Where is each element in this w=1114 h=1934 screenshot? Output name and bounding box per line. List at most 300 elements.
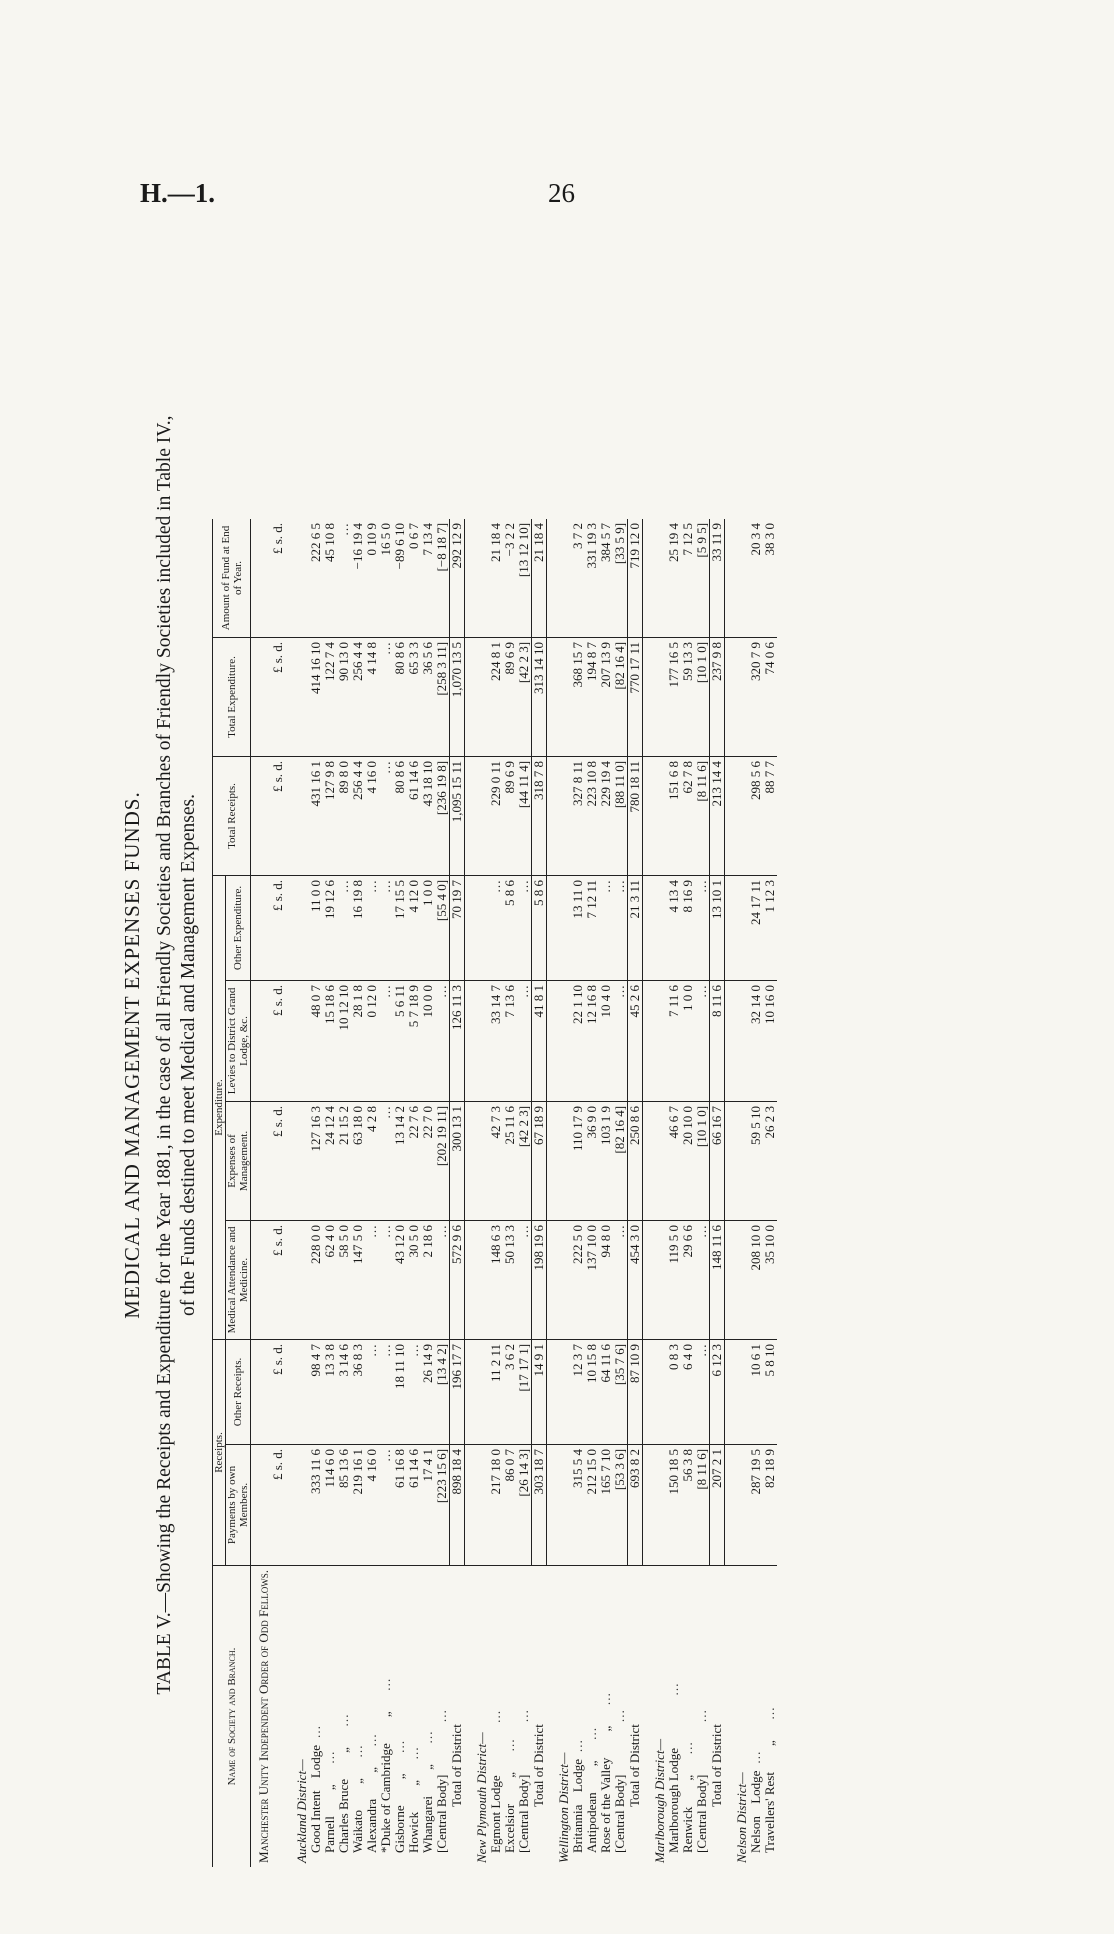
amount-cell: 82 18 9 — [763, 1444, 777, 1565]
leader-dots: … — [666, 1680, 681, 1696]
total-cell: 67 18 9 — [532, 1101, 547, 1220]
branch-kind: „ — [406, 1779, 421, 1786]
lsd-unit-label: £ s. d. — [271, 756, 285, 875]
total-cell: 572 9 6 — [450, 1220, 465, 1339]
amount-cell: … — [379, 1101, 393, 1220]
amount-cell: 26 14 9 — [421, 1339, 435, 1444]
total-cell: 1,070 13 5 — [450, 637, 465, 756]
table-row — [365, 519, 379, 1867]
branch-name: Charles Bruce — [336, 1778, 351, 1853]
branch-name: [Central Body] — [694, 1774, 710, 1853]
total-label: Total of District — [531, 1724, 546, 1807]
amount-cell: 59 13 3 — [681, 637, 695, 756]
amount-cell: 7 12 11 — [585, 875, 599, 980]
management-header: Expenses of Management. — [226, 1101, 251, 1220]
amount-cell: 7 11 6 — [667, 980, 681, 1101]
leader-dots: … — [612, 1707, 628, 1723]
amount-cell: 38 3 0 — [763, 519, 777, 638]
leader-dots: … — [598, 1690, 613, 1706]
total-cell: 780 18 11 — [628, 756, 643, 875]
branch-name: [Central Body] — [516, 1774, 532, 1853]
amount-cell: [−8 18 7] — [435, 519, 450, 638]
amount-cell: 36 8 3 — [351, 1339, 365, 1444]
amount-cell: 3 7 2 — [571, 519, 585, 638]
amount-cell: 65 3 3 — [407, 637, 421, 756]
branch-kind: „ — [762, 1740, 777, 1746]
leader-dots: … — [336, 1711, 351, 1727]
amount-cell: … — [379, 756, 393, 875]
amount-cell: 127 9 8 — [323, 756, 337, 875]
leader-dots: … — [364, 1731, 379, 1747]
amount-cell: 16 5 0 — [379, 519, 393, 638]
amount-cell: 62 4 0 — [323, 1220, 337, 1339]
amount-cell: 45 10 8 — [323, 519, 337, 638]
amount-cell: 5 8 6 — [503, 875, 517, 980]
table-row — [571, 519, 585, 1867]
amount-cell: 22 7 6 — [407, 1101, 421, 1220]
amount-cell: 90 13 0 — [337, 637, 351, 756]
table-main-title: MEDICAL AND MANAGEMENT EXPENSES FUNDS. — [120, 791, 144, 1319]
leader-dots: … — [350, 1743, 365, 1758]
amount-cell: 165 7 10 — [599, 1444, 613, 1565]
branch-kind: „ — [584, 1760, 599, 1767]
branch-name: Egmont Lodge — [488, 1775, 503, 1853]
leader-dots: … — [502, 1736, 517, 1752]
total-receipts-header: Total Receipts. — [213, 756, 251, 875]
table-row — [695, 519, 710, 1867]
amount-cell: 10 4 0 — [599, 980, 613, 1101]
branch-name: Whangarei — [420, 1795, 435, 1853]
amount-cell: … — [517, 1220, 532, 1339]
amount-cell: [10 1 0] — [695, 1101, 710, 1220]
amount-cell: [35 7 6] — [613, 1339, 628, 1444]
amount-cell: 228 0 0 — [309, 1220, 323, 1339]
amount-cell: 5 6 11 — [393, 980, 407, 1101]
amount-cell: −3 2 2 — [503, 519, 517, 638]
amount-cell: 22 7 0 — [421, 1101, 435, 1220]
branch-name: Waikato — [350, 1810, 365, 1853]
amount-cell: 177 16 5 — [667, 637, 681, 756]
funds-table — [212, 519, 777, 1867]
leader-dots: … — [570, 1737, 585, 1753]
total-cell: 70 19 7 — [450, 875, 465, 980]
lsd-unit-label: £ s. d. — [271, 1339, 285, 1444]
amount-cell: 11 2 11 — [489, 1339, 503, 1444]
amount-cell: 103 1 9 — [599, 1101, 613, 1220]
branch-kind: Lodge — [570, 1759, 585, 1793]
medical-header: Medical Attendance and Medicine. — [226, 1220, 251, 1339]
amount-cell: 89 6 9 — [503, 756, 517, 875]
amount-cell: 414 16 10 — [309, 637, 323, 756]
branch-kind: „ — [420, 1764, 435, 1770]
amount-cell: 147 5 0 — [351, 1220, 365, 1339]
amount-cell: 89 8 0 — [337, 756, 351, 875]
branch-kind: „ — [336, 1747, 351, 1753]
amount-cell: 20 10 0 — [681, 1101, 695, 1220]
amount-cell: 114 6 0 — [323, 1444, 337, 1565]
amount-cell: 208 10 0 — [749, 1220, 763, 1339]
total-cell: 45 2 6 — [628, 980, 643, 1101]
amount-cell: 24 17 11 — [749, 875, 763, 980]
branch-kind: „ — [322, 1784, 337, 1791]
total-cell: 454 3 0 — [628, 1220, 643, 1339]
amount-cell: 26 2 3 — [763, 1101, 777, 1220]
leader-dots: … — [516, 1707, 532, 1723]
leader-dots: … — [694, 1707, 710, 1723]
amount-cell: … — [379, 1220, 393, 1339]
amount-cell: 25 11 6 — [503, 1101, 517, 1220]
table-row — [337, 519, 351, 1867]
amount-cell: 0 6 7 — [407, 519, 421, 638]
table-title-line-1: TABLE V.—Showing the Receipts and Expenditure for the Year 1881, in the case of all Friendly Societies and Branches of Friendly Societies included in Table IV., — [154, 415, 175, 1695]
amount-cell: … — [379, 637, 393, 756]
amount-cell: 56 3 8 — [681, 1444, 695, 1565]
total-cell: 41 8 1 — [532, 980, 547, 1101]
total-cell: 237 9 8 — [710, 637, 725, 756]
amount-cell: 4 16 0 — [365, 1444, 379, 1565]
amount-cell: [13 4 2] — [435, 1339, 450, 1444]
table-row — [613, 519, 628, 1867]
leader-dots: … — [680, 1739, 695, 1755]
branch-kind: „ — [392, 1773, 407, 1780]
amount-cell: 2 18 6 — [421, 1220, 435, 1339]
total-cell: 196 17 7 — [450, 1339, 465, 1444]
amount-cell: 287 19 5 — [749, 1444, 763, 1565]
branch-name: Marlborough Lodge — [666, 1747, 681, 1853]
district-total-row — [710, 519, 725, 1867]
amount-cell: 331 19 3 — [585, 519, 599, 638]
amount-cell: 256 4 4 — [351, 637, 365, 756]
lsd-unit-label: £ s. d. — [271, 637, 285, 756]
leader-dots: … — [748, 1749, 763, 1765]
amount-cell: 4 2 8 — [365, 1101, 379, 1220]
column-name-header: Name of Society and Branch. — [213, 1565, 251, 1867]
total-label: Total of District — [709, 1724, 724, 1807]
amount-cell: 0 10 9 — [365, 519, 379, 638]
branch-name: Excelsior — [502, 1803, 517, 1853]
total-cell: 250 8 6 — [628, 1101, 643, 1220]
amount-cell: … — [379, 1444, 393, 1565]
table-row — [599, 519, 613, 1867]
total-cell: 66 16 7 — [710, 1101, 725, 1220]
branch-kind: „ — [364, 1766, 379, 1773]
amount-cell: … — [695, 1220, 710, 1339]
amount-cell: 80 8 6 — [393, 637, 407, 756]
amount-cell: 5 7 18 9 — [407, 980, 421, 1101]
amount-cell: 224 8 1 — [489, 637, 503, 756]
amount-cell: 7 13 4 — [421, 519, 435, 638]
total-cell: 300 13 1 — [450, 1101, 465, 1220]
amount-cell: … — [337, 519, 351, 638]
amount-cell: … — [365, 875, 379, 980]
amount-cell: 4 14 8 — [365, 637, 379, 756]
amount-cell: 32 14 0 — [749, 980, 763, 1101]
total-cell: 87 10 9 — [628, 1339, 643, 1444]
amount-cell: 58 5 0 — [337, 1220, 351, 1339]
amount-cell: 207 13 9 — [599, 637, 613, 756]
amount-cell: [26 14 3] — [517, 1444, 532, 1565]
branch-name: Gisborne — [392, 1805, 407, 1853]
table-row — [681, 519, 695, 1867]
amount-cell: 13 14 2 — [393, 1101, 407, 1220]
amount-cell: … — [599, 875, 613, 980]
amount-cell: 222 6 5 — [309, 519, 323, 638]
leader-dots: … — [378, 1676, 393, 1692]
branch-name: Renwick — [680, 1806, 695, 1853]
total-cell: 8 11 6 — [710, 980, 725, 1101]
amount-cell: 4 13 4 — [667, 875, 681, 980]
branch-name: [Central Body] — [434, 1774, 450, 1853]
branch-kind: „ — [350, 1778, 365, 1784]
table-row — [489, 519, 503, 1867]
amount-cell: 20 3 4 — [749, 519, 763, 638]
total-cell: 292 12 9 — [450, 519, 465, 638]
total-cell: 303 18 7 — [532, 1444, 547, 1565]
total-cell: 770 17 11 — [628, 637, 643, 756]
total-cell: 13 10 1 — [710, 875, 725, 980]
total-cell: 148 11 6 — [710, 1220, 725, 1339]
total-cell: 898 18 4 — [450, 1444, 465, 1565]
leader-dots: … — [762, 1705, 777, 1721]
total-cell: 313 14 10 — [532, 637, 547, 756]
lsd-unit-label: £ s. d. — [271, 1444, 285, 1565]
table-row — [585, 519, 599, 1867]
amount-cell: … — [695, 875, 710, 980]
branch-kind: „ — [680, 1774, 695, 1781]
branch-name: Travellers' Rest — [762, 1772, 777, 1853]
branch-name: Britannia — [570, 1804, 585, 1853]
amount-cell: 61 16 8 — [393, 1444, 407, 1565]
amount-cell: [258 3 11] — [435, 637, 450, 756]
amount-cell: 229 0 11 — [489, 756, 503, 875]
amount-cell: 80 8 6 — [393, 756, 407, 875]
amount-cell: 89 6 9 — [503, 637, 517, 756]
branch-kind: Lodge — [308, 1744, 323, 1779]
amount-cell: 85 13 6 — [337, 1444, 351, 1565]
amount-cell: … — [489, 875, 503, 980]
amount-cell: [202 19 11] — [435, 1101, 450, 1220]
branch-name: Alexandra — [364, 1798, 379, 1853]
amount-cell: [82 16 4] — [613, 1101, 628, 1220]
amount-cell: 13 3 8 — [323, 1339, 337, 1444]
amount-cell: 148 6 3 — [489, 1220, 503, 1339]
branch-name: Rose of the Valley — [598, 1757, 613, 1853]
branch-kind: „ — [378, 1711, 393, 1718]
amount-cell: 33 14 7 — [489, 980, 503, 1101]
rotated-table-page — [120, 205, 1114, 1905]
amount-cell: … — [613, 875, 628, 980]
branch-kind: „ — [502, 1772, 517, 1778]
lsd-unit-label: £ s. d. — [271, 519, 285, 638]
amount-cell: 229 19 4 — [599, 756, 613, 875]
branch-name: Good Intent — [308, 1790, 323, 1853]
total-cell: 5 8 6 — [532, 875, 547, 980]
amount-cell: 10 12 10 — [337, 980, 351, 1101]
leader-dots: … — [392, 1738, 407, 1754]
amount-cell: … — [379, 875, 393, 980]
table-row — [503, 519, 517, 1867]
leader-dots: … — [434, 1707, 450, 1723]
amount-cell: 212 15 0 — [585, 1444, 599, 1565]
amount-cell: 119 5 0 — [667, 1220, 681, 1339]
amount-cell: 10 16 0 — [763, 980, 777, 1101]
amount-cell: … — [365, 1339, 379, 1444]
table-row — [749, 519, 763, 1867]
amount-cell: 36 9 0 — [585, 1101, 599, 1220]
amount-cell: … — [379, 980, 393, 1101]
amount-cell: … — [613, 1220, 628, 1339]
amount-cell: [44 11 4] — [517, 756, 532, 875]
amount-cell: 61 14 6 — [407, 756, 421, 875]
amount-cell: 17 4 1 — [421, 1444, 435, 1565]
society-name: Manchester Unity Independent Order of Odd Fellows. — [256, 1569, 271, 1863]
amount-cell: 219 16 1 — [351, 1444, 365, 1565]
amount-cell: 150 18 5 — [667, 1444, 681, 1565]
receipts-group-header: Receipts. — [213, 1339, 226, 1565]
amount-cell: −89 6 10 — [393, 519, 407, 638]
amount-cell: 29 6 6 — [681, 1220, 695, 1339]
amount-cell: [236 19 8] — [435, 756, 450, 875]
total-label: Total of District — [627, 1724, 642, 1807]
table-row — [763, 519, 777, 1867]
district-name: New Plymouth District— — [474, 1732, 489, 1863]
branch-name: *Duke of Cambridge — [378, 1743, 393, 1853]
leader-dots: … — [406, 1744, 421, 1760]
amount-cell: 194 8 7 — [585, 637, 599, 756]
amount-cell: [17 17 1] — [517, 1339, 532, 1444]
levies-header: Levies to District Grand Lodge, &c. — [226, 980, 251, 1101]
amount-cell: 384 5 7 — [599, 519, 613, 638]
fund-end-header: Amount of Fund at End of Year. — [213, 519, 251, 638]
total-cell: 1,095 15 11 — [450, 756, 465, 875]
amount-cell: 48 0 7 — [309, 980, 323, 1101]
amount-cell: 15 18 6 — [323, 980, 337, 1101]
leader-dots: … — [308, 1723, 323, 1739]
page-number: 26 — [548, 178, 575, 208]
amount-cell: 18 11 10 — [393, 1339, 407, 1444]
district-total-row — [628, 519, 643, 1867]
amount-cell: … — [517, 875, 532, 980]
leader-dots: … — [584, 1725, 599, 1741]
amount-cell: 110 17 9 — [571, 1101, 585, 1220]
amount-cell: 88 7 7 — [763, 756, 777, 875]
amount-cell: 1 0 0 — [681, 980, 695, 1101]
branch-name: [Central Body] — [612, 1774, 628, 1853]
amount-cell: 1 0 0 — [421, 875, 435, 980]
amount-cell: 3 14 6 — [337, 1339, 351, 1444]
amount-cell: 6 4 0 — [681, 1339, 695, 1444]
district-name: Auckland District— — [294, 1759, 309, 1863]
amount-cell: [42 2 3] — [517, 637, 532, 756]
amount-cell: 42 7 3 — [489, 1101, 503, 1220]
expenditure-group-header: Expenditure. — [213, 875, 226, 1339]
amount-cell: 94 8 0 — [599, 1220, 613, 1339]
lsd-unit-label: £ s. d. — [271, 1220, 285, 1339]
total-cell: 6 12 3 — [710, 1339, 725, 1444]
table-row — [379, 519, 393, 1867]
amount-cell: 7 13 6 — [503, 980, 517, 1101]
amount-cell: 21 18 4 — [489, 519, 503, 638]
other-receipts-header: Other Receipts. — [226, 1339, 251, 1444]
district-total-row — [450, 519, 465, 1867]
table-row — [407, 519, 421, 1867]
amount-cell: 43 12 0 — [393, 1220, 407, 1339]
amount-cell: 36 5 6 — [421, 637, 435, 756]
total-cell: 207 2 1 — [710, 1444, 725, 1565]
other-expenditure-header: Other Expenditure. — [226, 875, 251, 980]
amount-cell: 151 6 8 — [667, 756, 681, 875]
total-cell: 719 12 0 — [628, 519, 643, 638]
amount-cell: 22 1 10 — [571, 980, 585, 1101]
table-title-line-2: of the Funds destined to meet Medical and Management Expenses. — [178, 793, 199, 1317]
table-row — [421, 519, 435, 1867]
amount-cell: … — [337, 875, 351, 980]
total-cell: 126 11 3 — [450, 980, 465, 1101]
amount-cell: 127 16 3 — [309, 1101, 323, 1220]
table-row — [351, 519, 365, 1867]
leader-dots: … — [488, 1708, 503, 1724]
amount-cell: 315 5 4 — [571, 1444, 585, 1565]
total-cell: 318 7 8 — [532, 756, 547, 875]
amount-cell: … — [365, 1220, 379, 1339]
amount-cell: 50 13 3 — [503, 1220, 517, 1339]
district-name: Nelson District— — [734, 1772, 749, 1863]
amount-cell: 74 0 6 — [763, 637, 777, 756]
amount-cell: 46 6 7 — [667, 1101, 681, 1220]
amount-cell: … — [435, 980, 450, 1101]
amount-cell: 30 5 0 — [407, 1220, 421, 1339]
amount-cell: −16 19 4 — [351, 519, 365, 638]
amount-cell: [8 11 6] — [695, 756, 710, 875]
district-name: Wellington District— — [556, 1752, 571, 1863]
amount-cell: 4 16 0 — [365, 756, 379, 875]
total-cell: 33 11 9 — [710, 519, 725, 638]
amount-cell: 0 12 0 — [365, 980, 379, 1101]
amount-cell: 368 15 7 — [571, 637, 585, 756]
amount-cell: 11 0 0 — [309, 875, 323, 980]
branch-kind: „ — [598, 1725, 613, 1732]
total-cell: 693 8 2 — [628, 1444, 643, 1565]
table-row — [309, 519, 323, 1867]
branch-name: Parnell — [322, 1816, 337, 1853]
document-code: H.—1. — [140, 178, 216, 208]
branch-name: Antipodean — [584, 1792, 599, 1853]
amount-cell: 10 0 0 — [421, 980, 435, 1101]
amount-cell: 0 8 3 — [667, 1339, 681, 1444]
table-body — [251, 519, 778, 1867]
leader-dots: … — [322, 1749, 337, 1765]
branch-name: Nelson — [748, 1816, 763, 1853]
amount-cell: [223 15 6] — [435, 1444, 450, 1565]
leader-dots: … — [420, 1728, 435, 1744]
amount-cell: [82 16 4] — [613, 637, 628, 756]
amount-cell: 3 6 2 — [503, 1339, 517, 1444]
total-cell: 21 18 4 — [532, 519, 547, 638]
amount-cell: … — [435, 1220, 450, 1339]
amount-cell: 17 15 5 — [393, 875, 407, 980]
amount-cell: [55 4 0] — [435, 875, 450, 980]
amount-cell: 327 8 11 — [571, 756, 585, 875]
table-row — [435, 519, 450, 1867]
total-cell: 198 19 6 — [532, 1220, 547, 1339]
amount-cell: [8 11 6] — [695, 1444, 710, 1565]
amount-cell: 431 16 1 — [309, 756, 323, 875]
amount-cell: 16 19 8 — [351, 875, 365, 980]
amount-cell: … — [695, 980, 710, 1101]
table-row — [393, 519, 407, 1867]
amount-cell: 10 6 1 — [749, 1339, 763, 1444]
amount-cell: 217 18 0 — [489, 1444, 503, 1565]
